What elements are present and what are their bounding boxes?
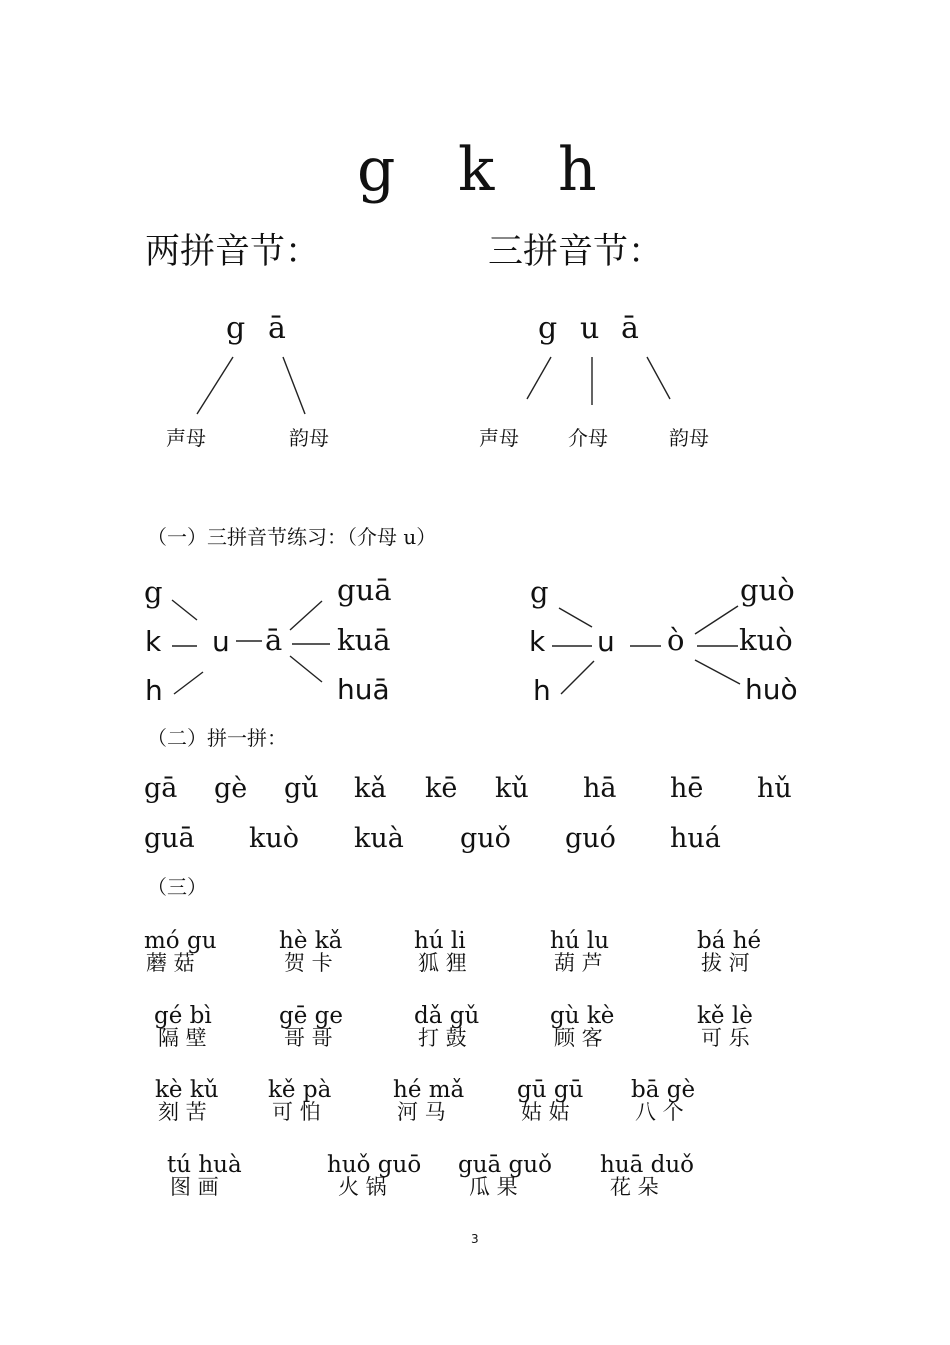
word-pinyin: kě pà [268,1077,332,1103]
s1-left-result-gua: guā [337,573,392,607]
three-part-initial: g [538,311,558,346]
word-hanzi: 拔 河 [701,951,750,975]
s1-right-final: ò [667,623,685,657]
syllable: gǔ [284,773,319,804]
word-hanzi: 图 画 [170,1175,219,1199]
word-pinyin: gē ge [279,1003,343,1029]
connector-line [695,606,738,634]
word-hanzi: 隔 壁 [158,1026,207,1050]
word-pinyin: huā duǒ [600,1152,695,1178]
syllable: kuà [354,823,404,854]
syllable: hǔ [757,773,792,804]
word-pinyin: mó gu [144,928,217,954]
word-pinyin: kè kǔ [155,1077,219,1103]
section-3-title: （三） [147,875,207,899]
s1-left-result-hua: huā [337,673,390,706]
word-hanzi: 顾 客 [554,1026,603,1050]
word-pinyin: gé bì [154,1003,212,1029]
s1-right-result-kuo: kuò [739,623,793,657]
word-hanzi: 哥 哥 [284,1026,333,1050]
word-hanzi: 可 乐 [701,1026,750,1050]
connector-line [172,600,197,620]
two-part-label-final: 韵母 [289,426,329,450]
syllable: guó [565,823,616,854]
title-letter-g: g [357,135,396,205]
connector-line [647,357,670,399]
word-pinyin: hè kǎ [279,928,343,954]
title-letter-k: k [458,135,495,205]
word-hanzi: 刻 苦 [158,1100,207,1124]
page-number: 3 [471,1232,479,1246]
syllable: guā [144,823,195,854]
connector-line [559,608,592,627]
s1-left-result-kua: kuā [337,623,391,657]
two-part-initial: g [226,311,246,346]
word-pinyin: dǎ gǔ [414,1003,480,1029]
title-letter-h: h [558,135,597,205]
word-hanzi: 八 个 [635,1100,684,1124]
word-hanzi: 河 马 [397,1100,446,1124]
two-part-label-initial: 声母 [166,426,206,450]
two-part-final: ā [268,311,286,346]
three-part-label-medial: 介母 [568,426,608,450]
s1-right-result-huo: huò [745,673,798,706]
syllable: gā [144,773,178,804]
connector-line [174,672,203,694]
s1-right-initial-g: g [530,575,549,609]
syllable: kuò [249,823,300,854]
word-pinyin: bá hé [697,928,762,954]
word-hanzi: 可 怕 [272,1100,321,1124]
connector-line [290,601,322,630]
syllable: gè [214,773,248,804]
syllable: huá [670,823,721,854]
s1-left-initial-h: h [145,674,163,707]
word-hanzi: 狐 狸 [418,951,467,975]
word-pinyin: gū gū [517,1077,584,1103]
section-1-title: （一）三拼音节练习：（介母 u） [147,525,437,549]
syllable: kē [425,773,458,804]
word-hanzi: 瓜 果 [469,1175,518,1199]
word-pinyin: guā guǒ [458,1152,552,1178]
word-pinyin: huǒ guō [327,1152,422,1178]
word-hanzi: 火 锅 [338,1175,387,1199]
s1-left-initial-k: k [145,625,162,658]
connector-line [290,656,322,682]
s1-left-medial: u [212,625,230,658]
three-part-heading: 三拼音节： [488,232,664,272]
word-pinyin: kě lè [697,1003,753,1029]
word-hanzi: 葫 芦 [554,951,603,975]
s1-left-initial-g: g [144,575,163,609]
connector-line [695,660,740,684]
two-part-heading: 两拼音节： [145,232,321,272]
word-pinyin: gù kè [550,1003,615,1029]
three-part-label-initial: 声母 [479,426,519,450]
connector-line [283,357,305,414]
word-pinyin: hé mǎ [393,1077,465,1103]
s1-right-medial: u [597,625,615,658]
word-pinyin: bā gè [631,1077,696,1103]
connector-line [197,357,233,414]
syllable: guǒ [460,823,511,854]
word-hanzi: 蘑 菇 [146,951,195,975]
word-hanzi: 打 鼓 [418,1026,467,1050]
word-hanzi: 花 朵 [610,1175,659,1199]
section-2-title: （二）拼一拼： [147,726,287,750]
s1-right-result-guo: guò [740,573,795,607]
word-pinyin: hú li [414,928,466,954]
connector-line [527,357,551,399]
syllable: kǎ [354,773,387,804]
syllable: kǔ [495,773,529,804]
three-part-final: ā [621,311,639,346]
s1-right-initial-h: h [533,674,551,707]
three-part-label-final: 韵母 [669,426,709,450]
syllable: hā [583,773,617,804]
word-pinyin: hú lu [550,928,610,954]
s1-left-final: ā [265,623,283,657]
connector-line [561,661,594,694]
word-hanzi: 贺 卡 [284,951,333,975]
word-hanzi: 姑 姑 [521,1100,570,1124]
word-pinyin: tú huà [167,1152,242,1178]
three-part-medial: u [580,311,600,346]
s1-right-initial-k: k [529,625,546,658]
syllable: hē [670,773,704,804]
